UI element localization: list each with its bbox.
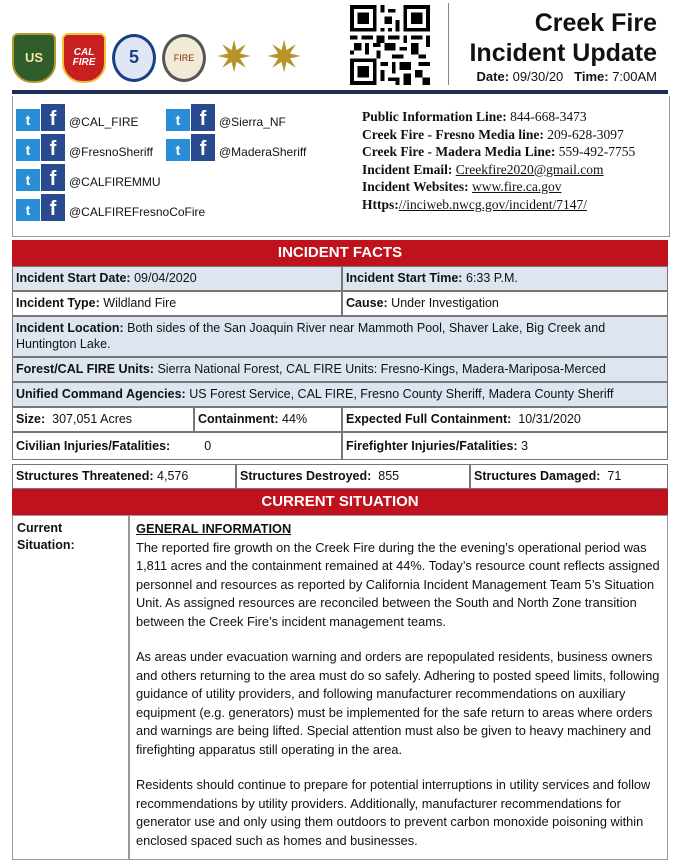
facebook-icon[interactable]: f (41, 134, 65, 161)
structures-threatened-cell: Structures Threatened: 4,576 (12, 464, 236, 489)
unified-command-cell: Unified Command Agencies: US Forest Service, CAL FIRE, Fresno County Sheriff, Madera County Sheriff (12, 382, 668, 407)
twitter-icon[interactable]: t (16, 109, 40, 131)
email-link[interactable]: Creekfire2020@gmail.com (455, 161, 604, 177)
start-date-cell: Incident Start Date: 09/04/2020 (12, 266, 342, 291)
fresno-sheriff-star-icon: ✷ (215, 32, 253, 82)
general-information-heading: GENERAL INFORMATION (136, 521, 292, 536)
civilian-injuries-cell: Civilian Injuries/Fatalities: 0 (12, 432, 342, 460)
twitter-icon[interactable]: t (166, 139, 190, 161)
situation-label-cell: Current Situation: (12, 515, 129, 860)
facebook-icon[interactable]: f (41, 104, 65, 131)
social-sierra-nf[interactable]: t f @Sierra_NF (166, 104, 286, 131)
units-cell: Forest/CAL FIRE Units: Sierra National Forest, CAL FIRE Units: Fresno-Kings, Madera-Mariposa-Merced (12, 357, 668, 382)
incident-facts-header: INCIDENT FACTS (12, 240, 668, 266)
social-calfire-mmu[interactable]: t f @CALFIREMMU (16, 164, 161, 191)
incident-websites: Incident Websites: www.fire.ca.gov (362, 179, 562, 194)
cause-cell: Cause: Under Investigation (342, 291, 668, 316)
time-value: 7:00AM (612, 69, 657, 84)
facebook-icon[interactable]: f (191, 104, 215, 131)
public-info-line: Public Information Line: 844-668-3473 (362, 109, 587, 124)
page-title: Creek Fire (534, 9, 657, 37)
agency-logos (12, 30, 306, 85)
social-cal-fire[interactable]: t f @CAL_FIRE (16, 104, 139, 131)
contact-info (362, 108, 635, 213)
header-divider (12, 90, 668, 94)
facebook-icon[interactable]: f (191, 134, 215, 161)
situation-body (129, 515, 668, 860)
qr-code-icon (350, 5, 430, 85)
website-link[interactable]: www.fire.ca.gov (472, 179, 562, 194)
twitter-icon[interactable]: t (166, 109, 190, 131)
date-time-line: Date: 09/30/20 Time: 7:00AM (476, 69, 657, 84)
fresno-media-line: Creek Fire - Fresno Media line: 209-628-3097 (362, 126, 624, 142)
inciweb-line: Https://inciweb.nwcg.gov/incident/7147/ (362, 196, 587, 212)
imt5-logo: 5 (112, 34, 156, 82)
madera-media-line: Creek Fire - Madera Media Line: 559-492-7755 (362, 144, 636, 159)
situation-paragraph-2: As areas under evacuation warning and orders are repopulated residents, business owners and others returning to the area must do so safely. Adhering to posted speed limits, following guidance of utility providers, and following manufacturer recommendations on auxiliary equipment (e.g. generators) must be implemented for the safe return to areas where orders and warnings are being lifted. Special attention must also be given to heavy machinery and firefighting apparatus still operating in the area. (136, 649, 660, 757)
date-value: 09/30/20 (512, 69, 564, 84)
calfire-logo: CAL FIRE (62, 34, 106, 82)
incident-email: Incident Email: Creekfire2020@gmail.com (362, 161, 604, 177)
social-madera-sheriff[interactable]: t f @MaderaSheriff (166, 134, 306, 161)
start-time-cell: Incident Start Time: 6:33 P.M. (342, 266, 668, 291)
twitter-icon[interactable]: t (16, 169, 40, 191)
usfs-logo: US (12, 34, 56, 82)
size-cell: Size: 307,051 Acres (12, 407, 194, 432)
facebook-icon[interactable]: f (41, 164, 65, 191)
structures-destroyed-cell: Structures Destroyed: 855 (236, 464, 470, 489)
title-box (448, 3, 669, 85)
incident-type-cell: Incident Type: Wildland Fire (12, 291, 342, 316)
expected-containment-cell: Expected Full Containment: 10/31/2020 (342, 407, 668, 432)
twitter-icon[interactable]: t (16, 139, 40, 161)
page-subtitle: Incident Update (469, 39, 657, 67)
containment-cell: Containment: 44% (194, 407, 342, 432)
regional-fire-logo: FIRE (162, 34, 206, 82)
inciweb-link[interactable]: //inciweb.nwcg.gov/incident/7147/ (398, 196, 587, 212)
situation-paragraph-1: The reported fire growth on the Creek Fire during the the evening’s operational period was 1,811 acres and the containment remained at 44%. Today’s resource count reflects assigned personnel and resources as reported by California Incident Management Team 5’s Situation Unit. As assigned resources are reconciled between the South and North Zone transition between the Creek Fire’s incident management teams. (136, 539, 660, 629)
social-calfire-fresno[interactable]: t f @CALFIREFresnoCoFire (16, 194, 205, 221)
social-fresno-sheriff[interactable]: t f @FresnoSheriff (16, 134, 153, 161)
firefighter-injuries-cell: Firefighter Injuries/Fatalities: 3 (342, 432, 668, 460)
situation-paragraph-3: Residents should continue to prepare for potential interruptions in utility services and follow recommendations by utility providers. Additionally, manufacturer recommendations for generator use and only using them outdoors to prevent carbon monoxide poisoning within enclosed spaced such as homes and businesses. (136, 777, 651, 848)
twitter-icon[interactable]: t (16, 199, 40, 221)
madera-sheriff-star-icon: ✷ (265, 32, 303, 82)
current-situation-header: CURRENT SITUATION (12, 489, 668, 515)
structures-damaged-cell: Structures Damaged: 71 (470, 464, 668, 489)
facebook-icon[interactable]: f (41, 194, 65, 221)
location-cell: Incident Location: Both sides of the San Joaquin River near Mammoth Pool, Shaver Lake, Big Creek and Huntington Lake. (12, 316, 668, 357)
